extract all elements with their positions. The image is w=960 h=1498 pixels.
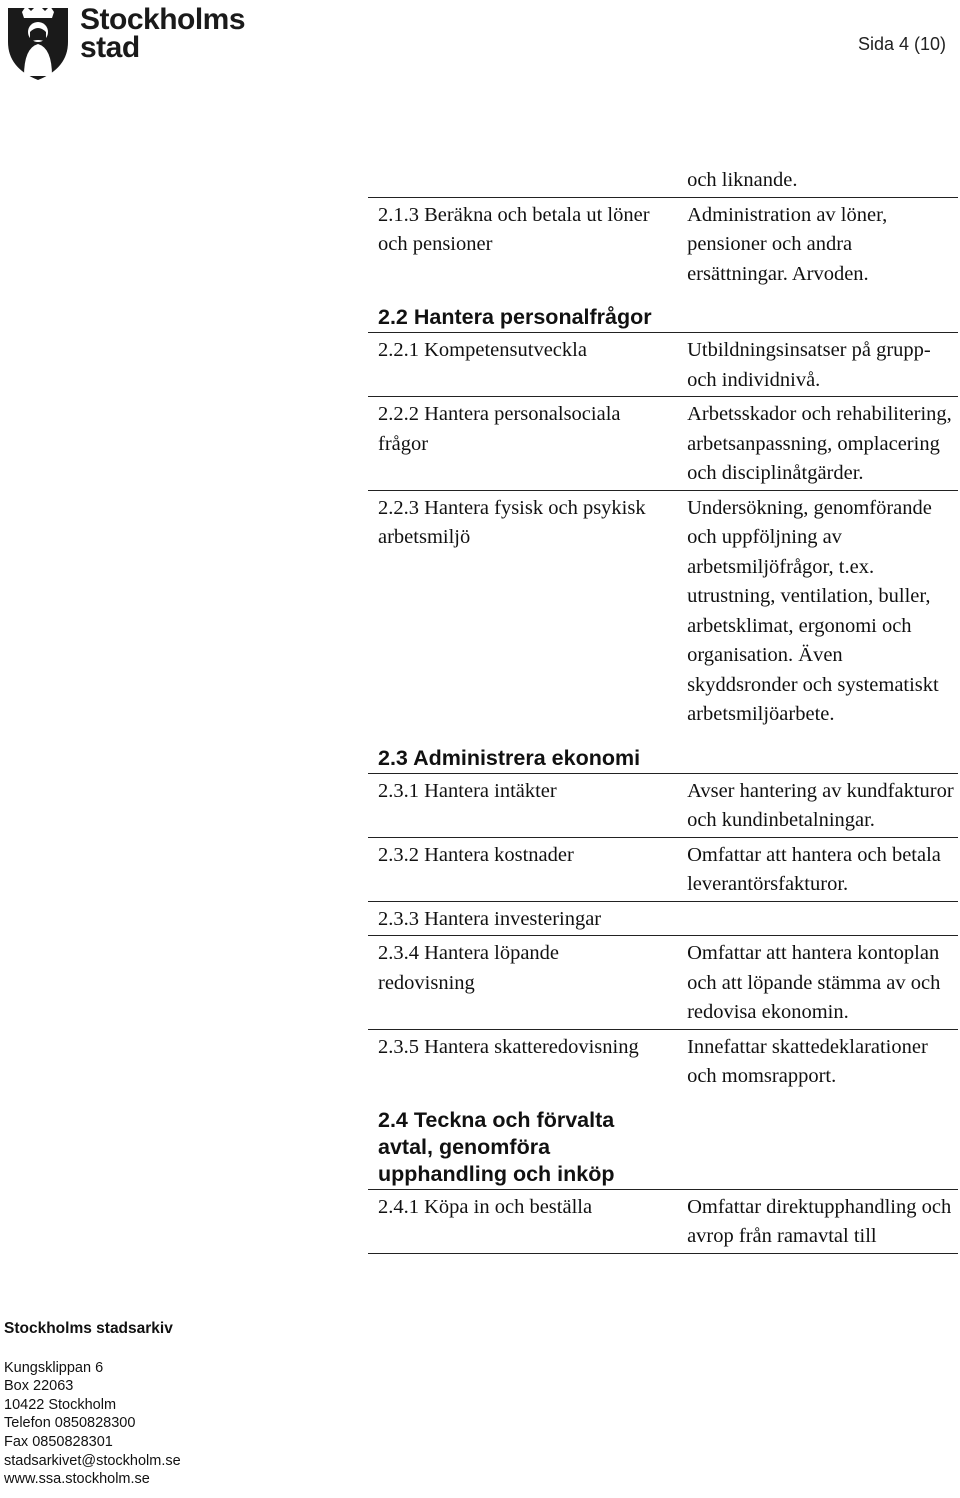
process-name: 2.3.3 Hantera investeringar	[378, 907, 602, 930]
footer-line: Fax 0850828301	[4, 1433, 113, 1450]
footer-line: Kungsklippan 6	[4, 1359, 104, 1376]
table-row	[368, 773, 958, 837]
process-description: Omfattar att hantera kontoplan och att löpande stämma av och redovisa ekonomin.	[687, 942, 941, 1023]
footer-contact	[4, 1320, 204, 1489]
coat-of-arms-icon	[4, 2, 72, 82]
footer-line: 10422 Stockholm	[4, 1396, 117, 1413]
process-description: Avser hantering av kundfakturor och kundinbetalningar.	[687, 779, 954, 831]
process-description: Arbetsskador och rehabilitering, arbetsanpassning, omplacering och disciplinåtgärder.	[687, 403, 952, 484]
section-heading: 2.2 Hantera personalfrågor	[378, 305, 652, 329]
process-name: 2.3.4 Hantera löpande redovisning	[378, 942, 560, 994]
table-row	[368, 163, 958, 197]
table-row	[368, 1029, 958, 1093]
process-description: Utbildningsinsatser på grupp- och individnivå.	[687, 339, 931, 391]
table-section-row	[368, 731, 958, 774]
process-description: Administration av löner, pensioner och andra ersättningar. Arvoden.	[687, 203, 888, 285]
footer-line: Box 22063	[4, 1378, 74, 1395]
logo-line-2: stad	[80, 31, 140, 64]
footer-line: www.ssa.stockholm.se	[4, 1471, 150, 1488]
table-row	[368, 333, 958, 397]
logo-line-1: Stockholms	[80, 3, 246, 36]
process-name: 2.2.3 Hantera fysisk och psykisk arbetsmiljö	[378, 496, 646, 548]
process-description: och liknande.	[687, 169, 798, 191]
classification-table	[368, 163, 958, 1254]
process-name: 2.4.1 Köpa in och beställa	[378, 1195, 593, 1218]
footer-line: stadsarkivet@stockholm.se	[4, 1452, 181, 1469]
logo-wordmark	[80, 3, 246, 64]
process-description: Undersökning, genomförande och uppföljning av arbetsmiljöfrågor, t.ex. utrustning, ventilation, buller, arbetsklimat, ergonomi och organisation. Även skyddsronder och systematiskt arbetsmiljöarbete.	[687, 496, 939, 725]
process-name: 2.1.3 Beräkna och betala ut löner och pensioner	[378, 203, 650, 255]
process-name: 2.3.5 Hantera skatteredovisning	[378, 1035, 639, 1058]
process-name: 2.3.2 Hantera kostnader	[378, 843, 574, 866]
footer-line: Telefon 0850828300	[4, 1415, 136, 1432]
process-description: Omfattar direktupphandling och avrop från ramavtal till	[687, 1195, 952, 1247]
table-row	[368, 901, 958, 936]
section-heading: 2.3 Administrera ekonomi	[378, 745, 641, 770]
process-description: Omfattar att hantera och betala leverantörsfakturor.	[687, 843, 941, 895]
table-section-row	[368, 290, 958, 333]
table-row	[368, 936, 958, 1030]
table-row	[368, 1189, 958, 1253]
table-row	[368, 837, 958, 901]
table-row	[368, 490, 958, 731]
table-row	[368, 397, 958, 491]
process-description	[667, 290, 958, 333]
process-name: 2.2.2 Hantera personalsociala frågor	[378, 403, 621, 455]
footer-org-name: Stockholms stadsarkiv	[4, 1320, 173, 1337]
process-name	[368, 163, 667, 197]
table-section-row	[368, 1093, 958, 1190]
page-number: Sida 4 (10)	[857, 34, 946, 54]
city-logo	[4, 2, 244, 82]
process-description	[667, 731, 958, 774]
process-name: 2.3.1 Hantera intäkter	[378, 779, 557, 802]
process-description	[667, 1093, 958, 1190]
process-name: 2.2.1 Kompetensutveckla	[378, 339, 587, 361]
process-description	[667, 901, 958, 936]
process-description: Innefattar skattedeklarationer och momsrapport.	[687, 1035, 928, 1087]
table-row	[368, 197, 958, 290]
section-heading: 2.4 Teckna och förvalta avtal, genomföra upphandling och inköp	[378, 1107, 615, 1186]
